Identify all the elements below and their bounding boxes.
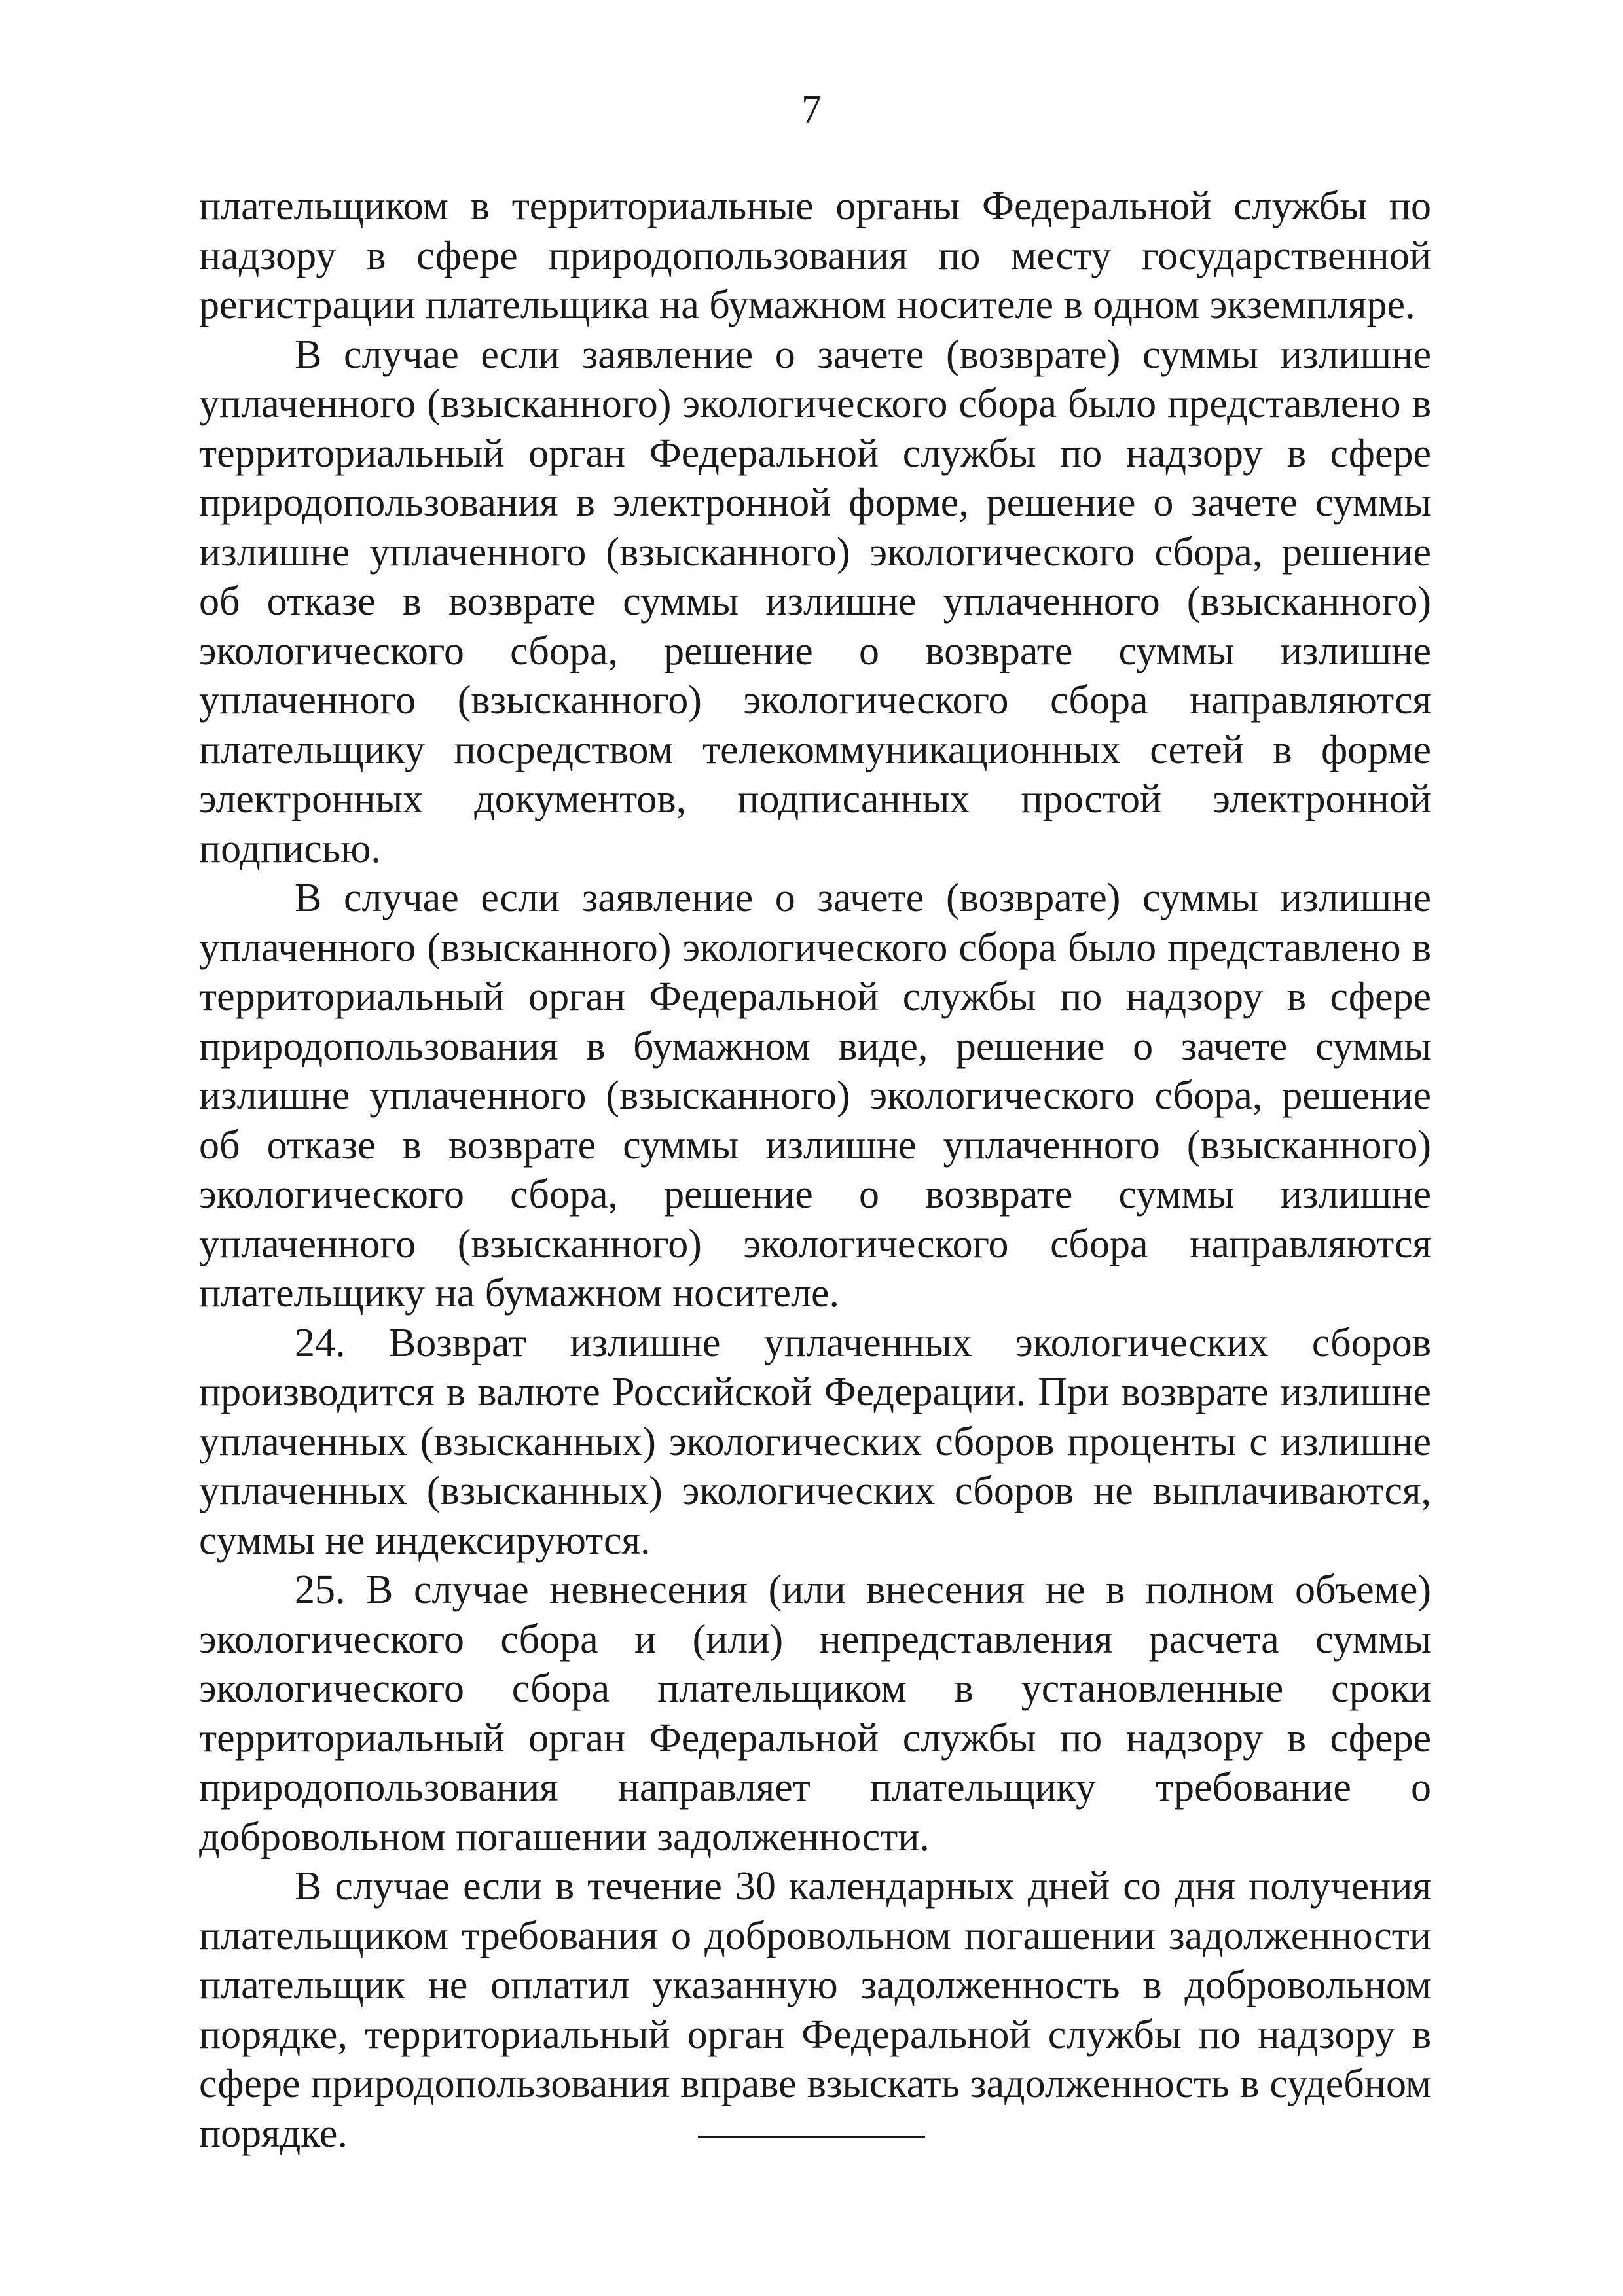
paragraph-electronic-form: В случае если заявление о зачете (возврате) суммы излишне уплаченного (взысканного) экологического сбора было представлено в территориальный орган Федеральной службы по надзору в сфере природопользования в электронной форме, решение о зачете суммы излишне уплаченного (взысканного) экологического сбора, решение об отказе в возврате суммы излишне уплаченного (взысканного) экологического сбора, решение о возврате суммы излишне уплаченного (взысканного) экологического сбора направляются плательщику посредством телекоммуникационных сетей в форме электронных документов, подписанных простой электронной подписью. (199, 332, 1431, 871)
document-body (199, 182, 1431, 2159)
paragraph-court-collection: В случае если в течение 30 календарных дней со дня получения плательщиком требования о добровольном погашении задолженности плательщик не оплатил указанную задолженность в добровольном порядке, территориальный орган Федеральной службы по надзору в сфере природопользования вправе взыскать задолженность в судебном порядке. (199, 1864, 1431, 2156)
paragraph-continuation: плательщиком в территориальные органы Федеральной службы по надзору в сфере природопользования по месту государственной регистрации плательщика на бумажном носителе в одном экземпляре. (199, 184, 1431, 327)
end-of-text-rule (698, 2136, 925, 2138)
paragraph-paper-form: В случае если заявление о зачете (возврате) суммы излишне уплаченного (взысканного) экологического сбора было представлено в территориальный орган Федеральной службы по надзору в сфере природопользования в бумажном виде, решение о зачете суммы излишне уплаченного (взысканного) экологического сбора, решение об отказе в возврате суммы излишне уплаченного (взысканного) экологического сбора, решение о возврате суммы излишне уплаченного (взысканного) экологического сбора направляются плательщику на бумажном носителе. (199, 876, 1431, 1316)
paragraph-item-25: 25. В случае невнесения (или внесения не в полном объеме) экологического сбора и (или) непредставления расчета суммы экологического сбора плательщиком в установленные сроки территориальный орган Федеральной службы по надзору в сфере природопользования направляет плательщику требование о добровольном погашении задолженности. (199, 1568, 1431, 1859)
paragraph-item-24: 24. Возврат излишне уплаченных экологических сборов производится в валюте Российской Федерации. При возврате излишне уплаченных (взысканных) экологических сборов проценты с излишне уплаченных (взысканных) экологических сборов не выплачиваются, суммы не индексируются. (199, 1320, 1431, 1563)
page-number: 7 (801, 88, 822, 132)
